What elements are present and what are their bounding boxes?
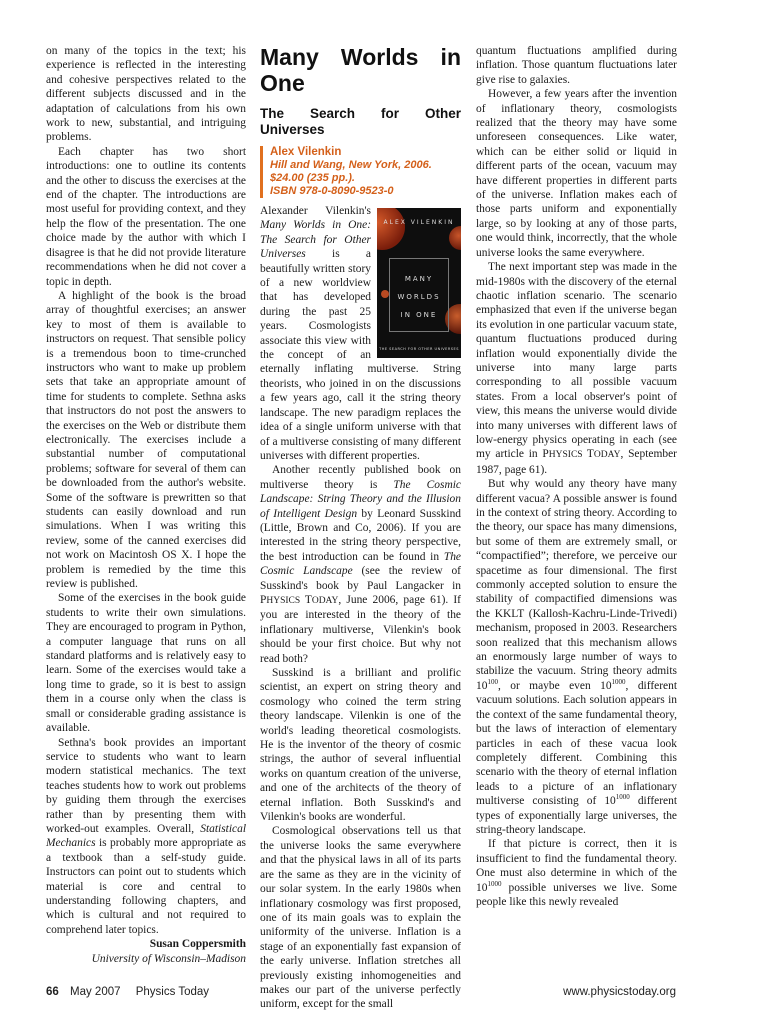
- paragraph: Another recently published book on multiverse theory is The Cosmic Landscape: String Theory and the Illusion of Intelligent Design by Leonard Susskind (Little, Brown and Co, 2006). If you are interested in the string theory perspective, the best introduction can be found in The Cosmic Landscape (see the review of Susskind's book by Paul Langacker in PHYSICS TODAY, June 2006, page 61). If you are interested in the theory of the inflationary multiverse, Vilenkin's book should be your first choice. But why not read both?: [260, 464, 462, 665]
- page-number: 66: [46, 986, 59, 998]
- cover-author: ALEX VILENKIN: [383, 219, 455, 226]
- column-3: [476, 44, 677, 909]
- paragraph: Sethna's book provides an important service to students who want to learn modern statistical mechanics. The text teaches students how to work out problems by guiding them through the exercises rather than by presenting them with worked-out examples. Overall, Statistical Mechanics is probably more appropriate as a textbook than a self-study guide. Instructors can point out to students which material is core and central to understanding following chapters, and which is cultural and not required to comprehend later topics.: [46, 736, 246, 936]
- paragraph: on many of the topics in the text; his experience is reflected in the interesting and cohesive perspectives related to the different subjects discussed and in the adaptation of calculations from his own work to new, substantial, and intriguing problems.: [46, 45, 246, 144]
- book-price: $24.00 (235 pp.).: [270, 172, 355, 184]
- paragraph: ALEX VILENKIN MANY WORLDS IN ONE THE SEARCH FOR OTHER UNIVERSES Alexander Vilenkin's Many Worlds in One: The Search for Other Universes is a beautifully written story of a new worldview that has developed during the past 25 years. Cosmologists associate this view with the concept of an eternally inflating multiverse. String theorists, who joined in on the discussions a few years ago, call it the string theory landscape. The new paradigm replaces the idea of a single uniform universe with that of a multiverse consisting of many different universes with different properties.: [260, 204, 461, 463]
- review-subtitle: The Search for Other Universes: [260, 106, 461, 137]
- paragraph: Cosmological observations tell us that the universe looks the same everywhere and that the physical laws in all of its parts are the same as they are in the vicinity of our solar system. In the early 1980s when inflationary cosmology was first proposed, one of its main goals was to explain the uniformity of the universe. Inflation is a stage of an exponentially fast expansion of the early universe. Inflation stretches all previously existing inhomogeneities and makes our part of the universe perfectly uniform, except for the small: [260, 825, 461, 1011]
- book-publisher: Hill and Wang, New York, 2006.: [270, 159, 432, 171]
- page-footer: [46, 986, 209, 998]
- reviewer-signature: [46, 937, 246, 966]
- paragraph: Susskind is a brilliant and prolific scientist, an expert on string theory and cosmology who coined the term string theory landscape. Vilenkin is one of the world's leading theoretical cosmologists. He is the inventor of the theory of cosmic strings, the author of several influential works on quantum creation of the universe, and one of the architects of the theory of eternal inflation. Both Susskind's and Vilenkin's books are wonderful.: [260, 667, 461, 824]
- cover-title-1: MANY: [404, 275, 434, 283]
- cover-subtitle: THE SEARCH FOR OTHER UNIVERSES: [379, 347, 459, 351]
- book-info: [260, 146, 461, 198]
- reviewer-name: Susan Coppersmith: [149, 938, 246, 951]
- book-isbn: ISBN 978-0-8090-9523-0: [270, 185, 394, 197]
- paragraph: Some of the exercises in the book guide students to write their own simulations. They are encouraged to program in Python, a computer language that runs on all standard platforms and is relatively easy to learn. Some of the exercises would take a long time to grade, so it is best to assign them in a course only when the class is small or considerable grading assistance is available.: [46, 592, 246, 735]
- cover-title-2: WORLDS: [397, 293, 441, 301]
- column-1: [46, 44, 246, 966]
- cover-title-3: IN ONE: [400, 311, 438, 319]
- reviewer-affiliation: University of Wisconsin–Madison: [91, 952, 246, 965]
- paragraph: If that picture is correct, then it is insufficient to find the fundamental theory. One must also determine in which of the $10^{1000}$ possible universes we live. Some people like this newly revealed: [476, 838, 677, 908]
- paragraph: quantum fluctuations amplified during inflation. Those quantum fluctuations later give rise to galaxies.: [476, 45, 677, 86]
- paragraph: The next important step was made in the mid-1980s with the discovery of the eternal chaotic inflation scenario. The scenario emphasized that even if the universe began its evolution in one particular vacuum state, quantum fluctuations produced during inflation would exponentially divide the universe into many large parts corresponding to all possible vacuum states. From a local observer's point of view, this means the universe would divide into many universes with different laws of low-energy physics operating in each (see my article in PHYSICS TODAY, September 1987, page 61).: [476, 261, 677, 476]
- paragraph: Each chapter has two short introductions: one to outline its contents and the other to discuss the exercises at the end of the chapter. The introductions are most useful for providing context, and they help the flow of the presentation. The one choice made by the author with which I disagree is that he did not provide literature recommendations when he did not cover a topic in depth.: [46, 145, 246, 288]
- issue-date: May 2007: [70, 986, 121, 998]
- column-2: [260, 44, 461, 1012]
- paragraph: A highlight of the book is the broad array of thoughtful exercises; an answer key to most of them is available to instructors on request. That sensible policy is a tremendous boon to time-crunched instructors who want to make up problem sets that take an appropriate amount of time for students to complete. Sethna asks that instructors do not post the answers to the exercises on the Web or distribute them electronically. The exercises include a substantial number of computational problems; software for several of them can be downloaded from the author's website. Some of the software is prewritten so that students can easily download and run simulations. When I was writing this review, some of the canned exercises did not work on Macintosh OS X. I hope the problem is remedied by the time this review is published.: [46, 289, 246, 591]
- review-title: Many Worlds in One: [260, 44, 461, 96]
- paragraph: But why would any theory have many different vacua? A possible answer is found in the context of string theory. According to the theory, our space has many dimensions, but some of them are extremely small, or “compactified”; therefore, we perceive our spacetime as four dimensional. The first commonly accepted solution to ensure the stability of compactified dimensions was the KKLT (Kallosh-Kachru-Linde-Trivedi) mechanism, proposed in 2003. Researchers soon realized that this mechanism allows an enormously large number of ways to stabilize the vacuum. String theory admits $10^{100}$, or maybe even $10^{1000}$, different vacuum solutions. Each solution appears in the context of the same fundamental theory, but the laws of interaction of elementary particles in each of these vacua look completely different. Combining this scenario with the theory of eternal inflation leads to a picture of an inflationary multiverse consisting of $10^{1000}$ different types of exponentially large universes, the string-theory landscape.: [476, 478, 677, 836]
- paragraph: However, a few years after the invention of inflationary theory, cosmologists realized that the theory may have some unforeseen consequences. Like water, which can be either solid or liquid in different parts of the ocean, vacuum may have different properties in different parts of the universe. Inflation makes each of those parts uniform and exponentially large, so by looking at any of those parts, one would think, incorrectly, that the whole universe looks the same everywhere.: [476, 88, 677, 259]
- book-author: Alex Vilenkin: [270, 146, 342, 158]
- journal-name: Physics Today: [135, 986, 210, 998]
- book-cover-image: [377, 208, 461, 358]
- website-link[interactable]: www.physicstoday.org: [563, 986, 676, 998]
